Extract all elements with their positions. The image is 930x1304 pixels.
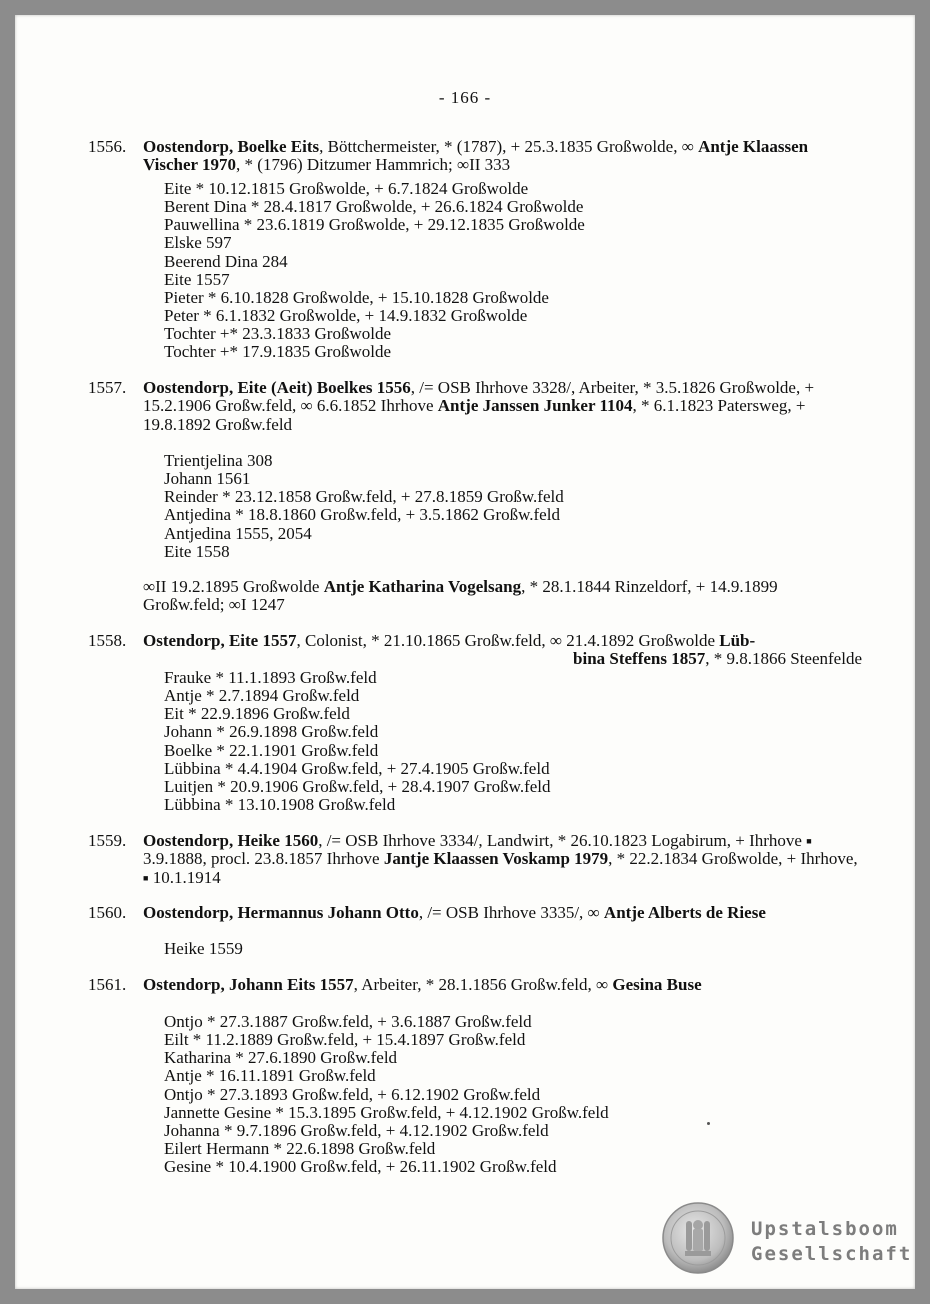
child-line: Antjedina 1555, 2054 bbox=[164, 523, 312, 543]
entry-number: 1558. bbox=[88, 631, 127, 650]
entry-details: , * 22.2.1834 Großwolde, + Ihrhove, bbox=[608, 849, 858, 869]
entry-text bbox=[143, 976, 862, 994]
entry-text bbox=[143, 138, 862, 175]
entry-1561 bbox=[88, 976, 862, 994]
entry-details: , * 6.1.1823 Patersweg, + 19.8.1892 Großw.feld bbox=[143, 396, 806, 434]
child-line: Johann * 26.9.1898 Großw.feld bbox=[164, 722, 379, 742]
spouse-name: Antje Klaassen Vischer 1970 bbox=[143, 137, 809, 175]
logo-line-1: Upstalsboom bbox=[751, 1218, 899, 1240]
child-line: Eite 1558 bbox=[164, 541, 230, 561]
person-name: Oostendorp, Boelke Eits bbox=[143, 137, 320, 156]
spouse-name: Antje Katharina Vogelsang bbox=[323, 577, 522, 596]
child-line: Eit * 22.9.1896 Großw.feld bbox=[164, 704, 350, 724]
entry-details: 10.1.1914 bbox=[148, 867, 221, 887]
entry-details: , Böttchermeister, * (1787), + 25.3.1835 Großwolde, ∞ bbox=[319, 137, 699, 156]
child-line: Antje * 2.7.1894 Großw.feld bbox=[164, 686, 360, 706]
entry-details: , * 9.8.1866 Steenfelde bbox=[705, 649, 862, 669]
person-name: Oostendorp, Eite (Aeit) Boelkes 1556 bbox=[143, 378, 411, 397]
entry-text bbox=[143, 904, 862, 922]
entry-text bbox=[143, 632, 862, 669]
marriage-details: ∞II 19.2.1895 Großwolde bbox=[143, 577, 324, 596]
child-line: Tochter +* 23.3.1833 Großwolde bbox=[164, 324, 391, 344]
society-logo-text bbox=[751, 1217, 912, 1267]
spouse-name: Jantje Klaassen Voskamp 1979 bbox=[383, 849, 609, 869]
person-name: Oostendorp, Hermannus Johann Otto bbox=[143, 903, 419, 922]
entry-details: , /= OSB Ihrhove 3334/, Landwirt, * 26.10.1823 Logabirum, + Ihrhove bbox=[318, 831, 807, 850]
children-1558 bbox=[164, 669, 551, 814]
child-line: Beerend Dina 284 bbox=[164, 251, 288, 271]
child-line: Reinder * 23.12.1858 Großw.feld, + 27.8.1859 Großw.feld bbox=[164, 487, 564, 507]
entry-number: 1560. bbox=[88, 903, 127, 922]
child-line: Peter * 6.1.1832 Großwolde, + 14.9.1832 Großwolde bbox=[164, 306, 528, 326]
entry-details: , * (1796) Ditzumer Hammrich; ∞II 333 bbox=[236, 155, 511, 175]
child-line: Eite * 10.12.1815 Großwolde, + 6.7.1824 Großwolde bbox=[164, 179, 529, 198]
entry-1559 bbox=[88, 832, 862, 887]
child-line: Eilert Hermann * 22.6.1898 Großw.feld bbox=[164, 1139, 436, 1159]
child-line: Luitjen * 20.9.1906 Großw.feld, + 28.4.1907 Großw.feld bbox=[164, 776, 551, 796]
document-page bbox=[15, 15, 915, 1289]
entry-details: , /= OSB Ihrhove 3335/, ∞ bbox=[418, 903, 604, 922]
entry-details: , Colonist, * 21.10.1865 Großw.feld, ∞ 21.4.1892 Großwolde bbox=[296, 631, 720, 650]
child-line: Ontjo * 27.3.1887 Großw.feld, + 3.6.1887 Großw.feld bbox=[164, 1012, 532, 1031]
child-line: Pieter * 6.10.1828 Großwolde, + 15.10.1828 Großwolde bbox=[164, 287, 549, 307]
entry-1560 bbox=[88, 904, 862, 922]
person-name: Oostendorp, Heike 1560 bbox=[143, 831, 319, 850]
child-line: Johann 1561 bbox=[164, 469, 251, 489]
child-line: Lübbina * 4.4.1904 Großw.feld, + 27.4.1905 Großw.feld bbox=[164, 758, 550, 778]
entry-1558 bbox=[88, 632, 862, 669]
child-line: Ontjo * 27.3.1893 Großw.feld, + 6.12.1902 Großw.feld bbox=[164, 1084, 541, 1104]
child-line: Antje * 16.11.1891 Großw.feld bbox=[164, 1066, 376, 1086]
child-line: Katharina * 27.6.1890 Großw.feld bbox=[164, 1048, 398, 1068]
spouse-name: Gesina Buse bbox=[612, 975, 702, 994]
child-line: Pauwellina * 23.6.1819 Großwolde, + 29.12.1835 Großwolde bbox=[164, 215, 585, 235]
logo-line-2: Gesellschaft bbox=[751, 1243, 913, 1265]
entry-text bbox=[143, 379, 862, 434]
burial-square-icon: ■ bbox=[143, 872, 149, 883]
spouse-name: Antje Janssen Junker 1104 bbox=[437, 396, 633, 416]
child-line: Heike 1559 bbox=[164, 939, 243, 958]
person-name: Ostendorp, Johann Eits 1557 bbox=[143, 975, 354, 994]
children-1556 bbox=[164, 180, 585, 362]
child-line: Boelke * 22.1.1901 Großw.feld bbox=[164, 740, 379, 760]
entry-details: , /= OSB Ihrhove 3328/, Arbeiter, * 3.5.1826 Großwolde, + 15.2.1906 Großw.feld, ∞ 6.6.1852 Ihrhove bbox=[143, 378, 815, 416]
child-line: Trientjelina 308 bbox=[164, 451, 273, 470]
entry-details: , Arbeiter, * 28.1.1856 Großw.feld, ∞ bbox=[353, 975, 613, 994]
spouse-name: Antje Alberts de Riese bbox=[603, 903, 766, 922]
entry-number: 1557. bbox=[88, 378, 127, 397]
spouse-name-part: Lüb- bbox=[719, 631, 756, 650]
child-line: Jannette Gesine * 15.3.1895 Großw.feld, + 4.12.1902 Großw.feld bbox=[164, 1102, 609, 1122]
entry-number: 1561. bbox=[88, 975, 127, 994]
entry-details: 3.9.1888, procl. 23.8.1857 Ihrhove bbox=[143, 849, 384, 869]
children-1557 bbox=[164, 452, 564, 561]
marriage-details: , * 28.1.1844 Rinzeldorf, + 14.9.1899 Großw.feld; ∞I 1247 bbox=[143, 577, 778, 615]
children-1560 bbox=[164, 940, 243, 958]
speck-mark bbox=[707, 1122, 710, 1125]
entry-number: 1559. bbox=[88, 831, 127, 850]
child-line: Gesine * 10.4.1900 Großw.feld, + 26.11.1902 Großw.feld bbox=[164, 1157, 557, 1177]
child-line: Johanna * 9.7.1896 Großw.feld, + 4.12.1902 Großw.feld bbox=[164, 1120, 549, 1140]
child-line: Antjedina * 18.8.1860 Großw.feld, + 3.5.1862 Großw.feld bbox=[164, 505, 560, 525]
child-line: Elske 597 bbox=[164, 233, 232, 253]
children-1561 bbox=[164, 1013, 609, 1176]
page-number: - 166 - bbox=[438, 88, 492, 107]
seal-logo-icon bbox=[661, 1201, 735, 1275]
child-line: Eilt * 11.2.1889 Großw.feld, + 15.4.1897 Großw.feld bbox=[164, 1030, 526, 1050]
child-line: Lübbina * 13.10.1908 Großw.feld bbox=[164, 795, 396, 815]
spouse-name-part: bina Steffens 1857 bbox=[573, 649, 706, 669]
child-line: Eite 1557 bbox=[164, 269, 230, 289]
burial-square-icon: ■ bbox=[806, 836, 812, 846]
entry-text bbox=[143, 832, 862, 887]
entry-1557 bbox=[88, 379, 862, 434]
second-marriage-1557 bbox=[143, 578, 843, 615]
child-line: Frauke * 11.1.1893 Großw.feld bbox=[164, 668, 377, 687]
person-name: Ostendorp, Eite 1557 bbox=[143, 631, 297, 650]
child-line: Berent Dina * 28.4.1817 Großwolde, + 26.6.1824 Großwolde bbox=[164, 197, 584, 217]
child-line: Tochter +* 17.9.1835 Großwolde bbox=[164, 342, 391, 362]
entry-number: 1556. bbox=[88, 137, 127, 156]
entry-1556 bbox=[88, 138, 862, 175]
